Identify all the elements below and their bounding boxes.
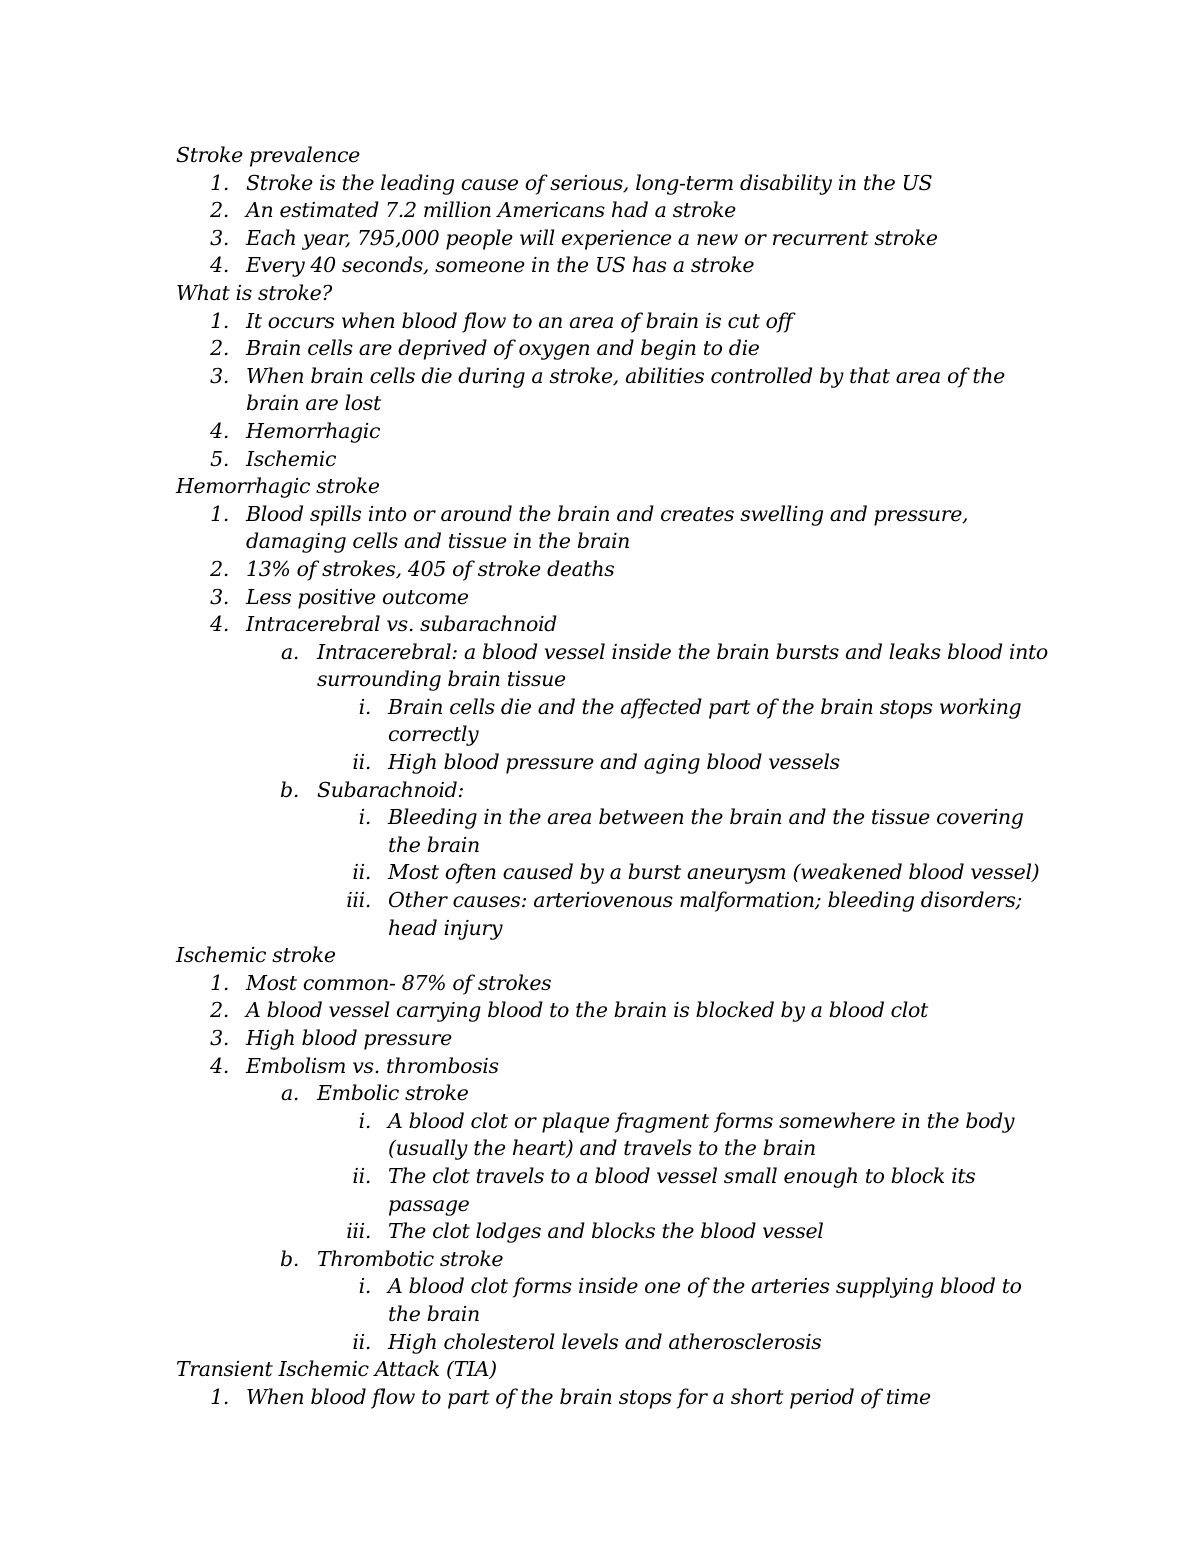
list-item-text: Brain cells die and the affected part of the brain stops working (388, 694, 1022, 719)
list-marker: 4. (210, 253, 229, 278)
list-marker: i. (358, 805, 371, 830)
list-marker: a. (280, 639, 299, 664)
list-item (0, 1191, 1200, 1219)
list-marker: 1. (210, 1384, 229, 1409)
list-item-text: High cholesterol levels and atherosclerosis (388, 1329, 822, 1354)
list-item (0, 363, 1200, 391)
list-marker: ii. (352, 1163, 371, 1188)
list-marker: 2. (210, 198, 229, 223)
list-item-text: Embolic stroke (317, 1081, 469, 1106)
list-item (0, 721, 1200, 749)
list-item-text: A blood vessel carrying blood to the brain is blocked by a blood clot (246, 998, 928, 1023)
list-item-text: Embolism vs. thrombosis (246, 1053, 499, 1078)
list-item-text: A blood clot or plaque fragment forms somewhere in the body (388, 1108, 1015, 1133)
list-item (0, 418, 1200, 446)
list-item (0, 528, 1200, 556)
list-item-text: brain are lost (246, 391, 381, 416)
list-item-text: A blood clot forms inside one of the arteries supplying blood to (388, 1274, 1022, 1299)
list-item-text: Brain cells are deprived of oxygen and begin to die (246, 336, 760, 361)
list-item (0, 1329, 1200, 1357)
list-item (0, 1108, 1200, 1136)
list-item (0, 308, 1200, 336)
list-item (0, 804, 1200, 832)
list-item (0, 335, 1200, 363)
list-marker: i. (358, 694, 371, 719)
list-item-text: passage (388, 1191, 470, 1216)
list-item (0, 1025, 1200, 1053)
list-marker: 2. (210, 336, 229, 361)
list-item-text: surrounding brain tissue (317, 667, 566, 692)
list-item (0, 556, 1200, 584)
list-item (0, 749, 1200, 777)
list-item-text: Hemorrhagic (246, 418, 381, 443)
list-item-text: damaging cells and tissue in the brain (246, 529, 631, 554)
list-item-text: Intracerebral vs. subarachnoid (246, 612, 557, 637)
list-item-text: Blood spills into or around the brain and creates swelling and pressure, (246, 501, 969, 526)
list-marker: 3. (210, 584, 229, 609)
list-item-text: High blood pressure (246, 1026, 452, 1050)
list-item (0, 1301, 1200, 1329)
list-marker: 2. (210, 556, 229, 581)
list-item-text: When blood flow to part of the brain stops for a short period of time (246, 1384, 931, 1409)
list-item (0, 1163, 1200, 1191)
list-item (0, 225, 1200, 253)
list-marker: 5. (210, 446, 229, 471)
list-item-text: The clot travels to a blood vessel small enough to block its (388, 1163, 976, 1188)
list-item (0, 1273, 1200, 1301)
list-item (0, 1384, 1200, 1412)
list-item (0, 1218, 1200, 1246)
list-item (0, 611, 1200, 639)
list-item (0, 390, 1200, 418)
list-item-text: Every 40 seconds, someone in the US has a stroke (246, 253, 755, 278)
list-marker: ii. (352, 1329, 371, 1354)
list-marker: 3. (210, 363, 229, 388)
list-item-text: the brain (388, 832, 480, 857)
list-item-text: Each year, 795,000 people will experience a new or recurrent stroke (246, 225, 938, 250)
list-item (0, 1246, 1200, 1274)
list-marker: 4. (210, 1053, 229, 1078)
list-item-text: When brain cells die during a stroke, abilities controlled by that area of the (246, 363, 1005, 388)
list-marker: b. (280, 777, 299, 802)
list-marker: 1. (210, 970, 229, 995)
list-item-text: Stroke is the leading cause of serious, long-term disability in the US (246, 170, 933, 195)
list-item (0, 446, 1200, 474)
list-item-text: Thrombotic stroke (317, 1246, 504, 1271)
section-heading: Stroke prevalence (176, 143, 360, 167)
list-item (0, 1135, 1200, 1163)
list-item-text: Ischemic (246, 446, 337, 471)
list-marker: iii. (346, 1219, 371, 1244)
list-item-text: It occurs when blood flow to an area of brain is cut off (246, 308, 793, 333)
list-item-text: Subarachnoid: (317, 777, 464, 802)
list-item-text: The clot lodges and blocks the blood vessel (388, 1219, 824, 1244)
list-marker: 1. (210, 170, 229, 195)
list-item (0, 666, 1200, 694)
list-item (0, 694, 1200, 722)
list-marker: iii. (346, 888, 371, 913)
list-marker: 2. (210, 998, 229, 1023)
list-item-text: head injury (388, 915, 503, 940)
list-marker: 3. (210, 225, 229, 250)
list-item (0, 1053, 1200, 1081)
list-marker: i. (358, 1274, 371, 1299)
list-item (0, 1080, 1200, 1108)
list-marker: a. (280, 1081, 299, 1106)
list-item-text: 13% of strokes, 405 of stroke deaths (246, 556, 615, 581)
list-item (0, 777, 1200, 805)
list-item (0, 170, 1200, 198)
list-marker: 3. (210, 1026, 229, 1050)
list-item-text: correctly (388, 722, 479, 747)
list-marker: 1. (210, 308, 229, 333)
list-item (0, 832, 1200, 860)
list-item-text: Intracerebral: a blood vessel inside the brain bursts and leaks blood into (317, 639, 1048, 664)
list-item (0, 197, 1200, 225)
list-item-text: An estimated 7.2 million Americans had a stroke (246, 198, 736, 223)
list-marker: 4. (210, 418, 229, 443)
list-item (0, 915, 1200, 943)
list-item (0, 859, 1200, 887)
list-item-text: Less positive outcome (246, 584, 469, 609)
list-item-text: Bleeding in the area between the brain and the tissue covering (388, 805, 1024, 830)
list-marker: b. (280, 1246, 299, 1271)
list-item (0, 584, 1200, 612)
list-marker: 4. (210, 612, 229, 637)
list-marker: 1. (210, 501, 229, 526)
section-heading: Hemorrhagic stroke (176, 474, 380, 499)
section-heading: Ischemic stroke (176, 943, 336, 968)
list-item-text: Most common- 87% of strokes (246, 970, 552, 995)
list-marker: ii. (352, 750, 371, 775)
list-marker: i. (358, 1108, 371, 1133)
list-marker: ii. (352, 860, 371, 885)
list-item-text: the brain (388, 1301, 480, 1326)
list-item (0, 887, 1200, 915)
document-content (0, 142, 1200, 1411)
list-item-text: Other causes: arteriovenous malformation; bleeding disorders; (388, 888, 1023, 913)
list-item-text: High blood pressure and aging blood vessels (388, 750, 840, 775)
list-item-text: Most often caused by a burst aneurysm (weakened blood vessel) (388, 860, 1040, 885)
section-heading: Transient Ischemic Attack (TIA) (176, 1357, 497, 1382)
list-item (0, 501, 1200, 529)
section-heading: What is stroke? (176, 280, 333, 305)
list-item-text: (usually the heart) and travels to the brain (388, 1136, 816, 1161)
list-item (0, 252, 1200, 280)
list-item (0, 970, 1200, 998)
list-item (0, 639, 1200, 667)
list-item (0, 997, 1200, 1025)
